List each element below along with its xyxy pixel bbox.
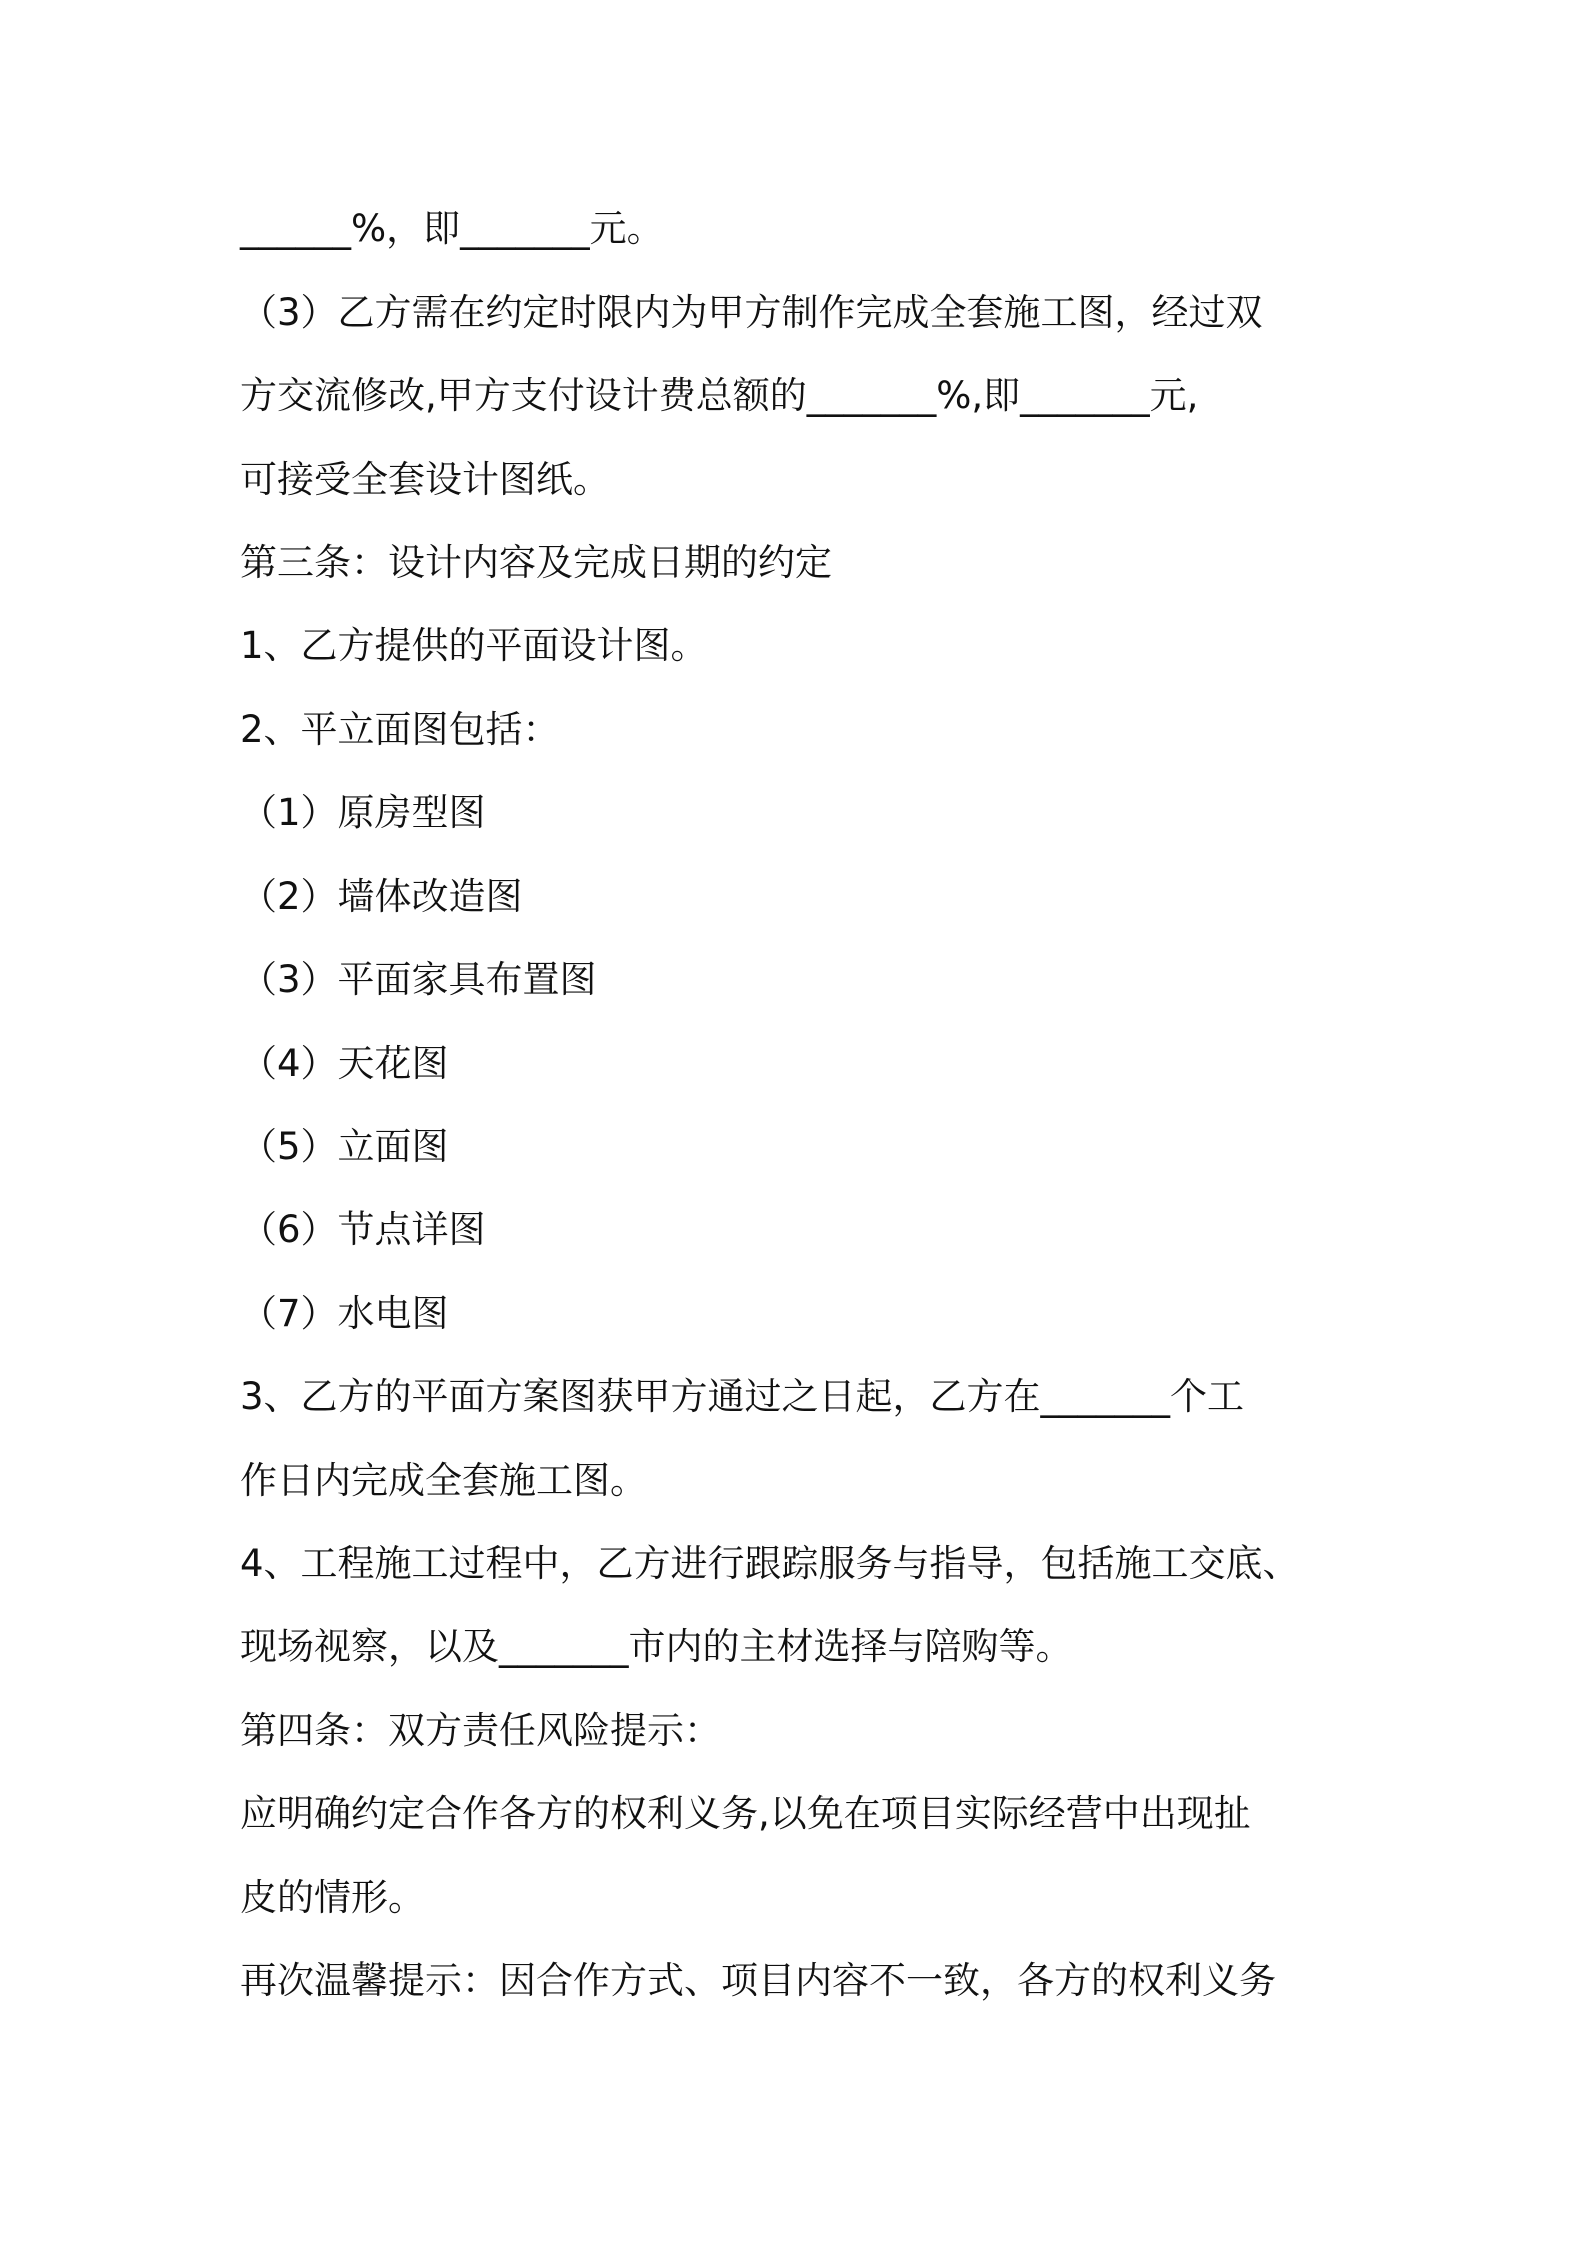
list-item: （2）墙体改造图 [240,875,523,918]
text-line: 应明确约定合作各方的权利义务,以免在项目实际经营中出现扯 [240,1792,1251,1835]
section-heading: 第四条：双方责任风险提示： [240,1709,721,1752]
text-line: 3、乙方的平面方案图获甲方通过之日起，乙方在_______个工 [240,1375,1245,1418]
text-line: 可接受全套设计图纸。 [240,458,610,501]
text-line: ______%，即_______元。 [240,207,664,250]
text-line: 2、平立面图包括： [240,708,560,751]
list-item: （1）原房型图 [240,791,486,834]
text-line: 1、乙方提供的平面设计图。 [240,624,708,667]
text-line: 再次温馨提示：因合作方式、项目内容不一致，各方的权利义务 [240,1959,1276,2002]
text-line: （3）乙方需在约定时限内为甲方制作完成全套施工图，经过双 [240,291,1263,334]
text-line: 方交流修改,甲方支付设计费总额的_______%,即_______元, [240,374,1199,417]
list-item: （5）立面图 [240,1125,449,1168]
section-heading: 第三条：设计内容及完成日期的约定 [240,541,832,584]
text-line: 皮的情形。 [240,1876,425,1919]
list-item: （6）节点详图 [240,1208,486,1251]
text-line: 4、工程施工过程中，乙方进行跟踪服务与指导，包括施工交底、 [240,1542,1300,1585]
list-item: （3）平面家具布置图 [240,958,597,1001]
list-item: （7）水电图 [240,1292,449,1335]
list-item: （4）天花图 [240,1042,449,1085]
text-line: 作日内完成全套施工图。 [240,1459,647,1502]
text-line: 现场视察，以及_______市内的主材选择与陪购等。 [240,1625,1073,1668]
